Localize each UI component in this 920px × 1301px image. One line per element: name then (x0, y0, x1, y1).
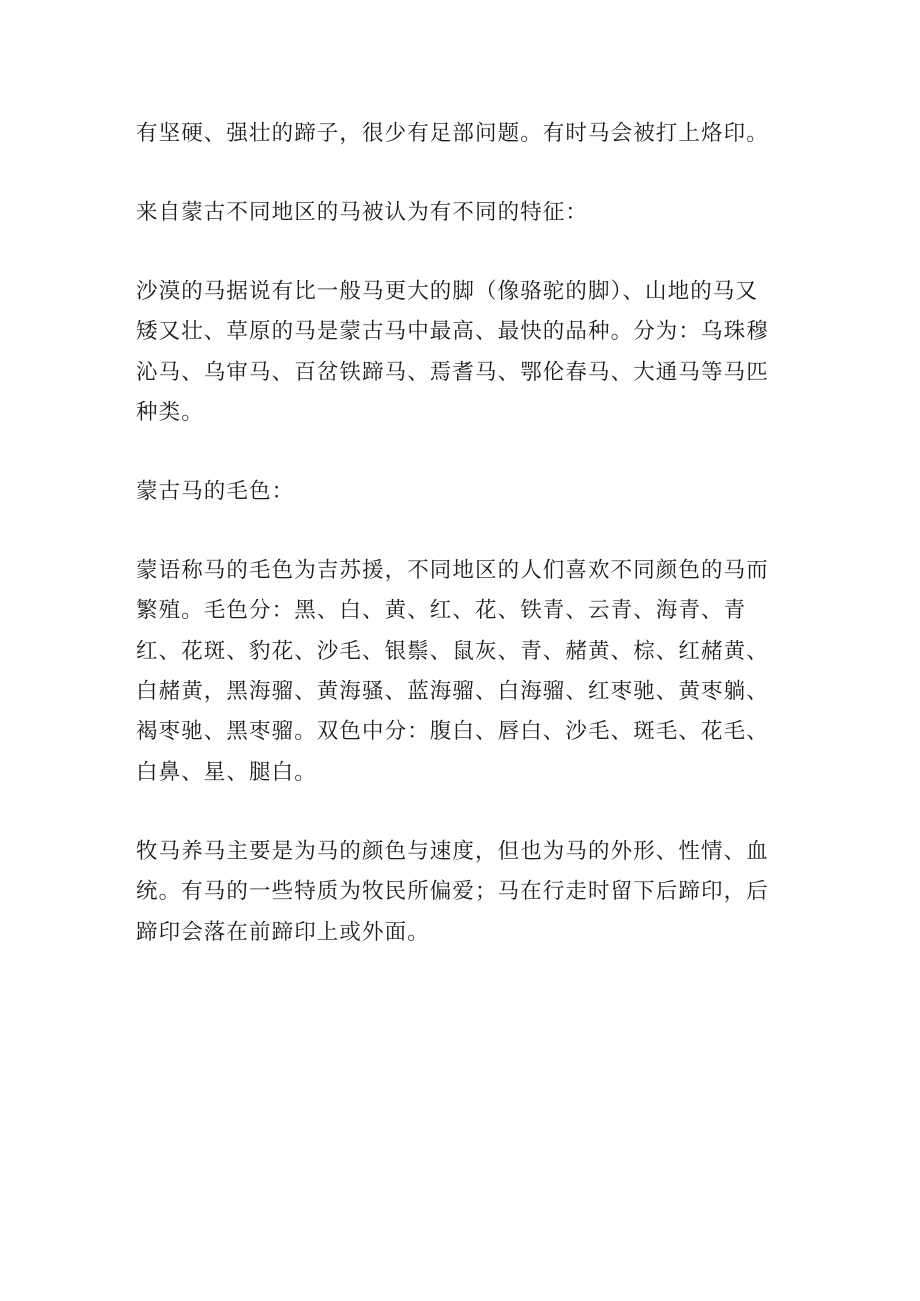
document-body (136, 114, 786, 953)
paragraph-coat-colors (136, 551, 786, 793)
paragraph-regional-features (136, 193, 786, 233)
text-line: 白赭黄，黑海骝、黄海骚、蓝海骝、白海骝、红枣驰、黄枣躺、 (136, 679, 769, 705)
text-line: 来自蒙古不同地区的马被认为有不同的特征： (136, 199, 589, 225)
paragraph-herding (136, 832, 786, 953)
text-line: 蒙语称马的毛色为吉苏援，不同地区的人们喜欢不同颜色的马而 (136, 557, 769, 583)
text-line: 沙漠的马据说有比一般马更大的脚（像骆驼的脚）、山地的马又 (136, 278, 759, 304)
text-line: 沁马、乌审马、百岔铁蹄马、焉耆马、鄂伦春马、大通马等马匹 (136, 359, 769, 385)
text-line: 白鼻、星、腿白。 (136, 759, 317, 785)
paragraph-coat-color-heading (136, 472, 786, 512)
text-line: 有坚硬、强壮的蹄子，很少有足部问题。有时马会被打上烙印。 (136, 121, 769, 146)
text-line: 红、花斑、豹花、沙毛、银鬃、鼠灰、青、赭黄、棕、红赭黄、 (136, 638, 769, 664)
text-line: 蹄印会落在前蹄印上或外面。 (136, 919, 430, 945)
text-line: 种类。 (136, 400, 204, 426)
paragraph-breeds (136, 272, 786, 434)
text-line: 矮又壮、草原的马是蒙古马中最高、最快的品种。分为：乌珠穆 (136, 319, 769, 345)
text-line: 蒙古马的毛色： (136, 478, 295, 504)
paragraph-hooves (136, 114, 786, 154)
text-line: 牧马养马主要是为马的颜色与速度，但也为马的外形、性情、血 (136, 838, 769, 864)
text-line: 褐枣驰、黑枣骝。双色中分：腹白、唇白、沙毛、斑毛、花毛、 (136, 719, 769, 745)
text-line: 繁殖。毛色分：黑、白、黄、红、花、铁青、云青、海青、青 (136, 598, 747, 624)
text-line: 统。有马的一些特质为牧民所偏爱；马在行走时留下后蹄印，后 (136, 879, 769, 905)
